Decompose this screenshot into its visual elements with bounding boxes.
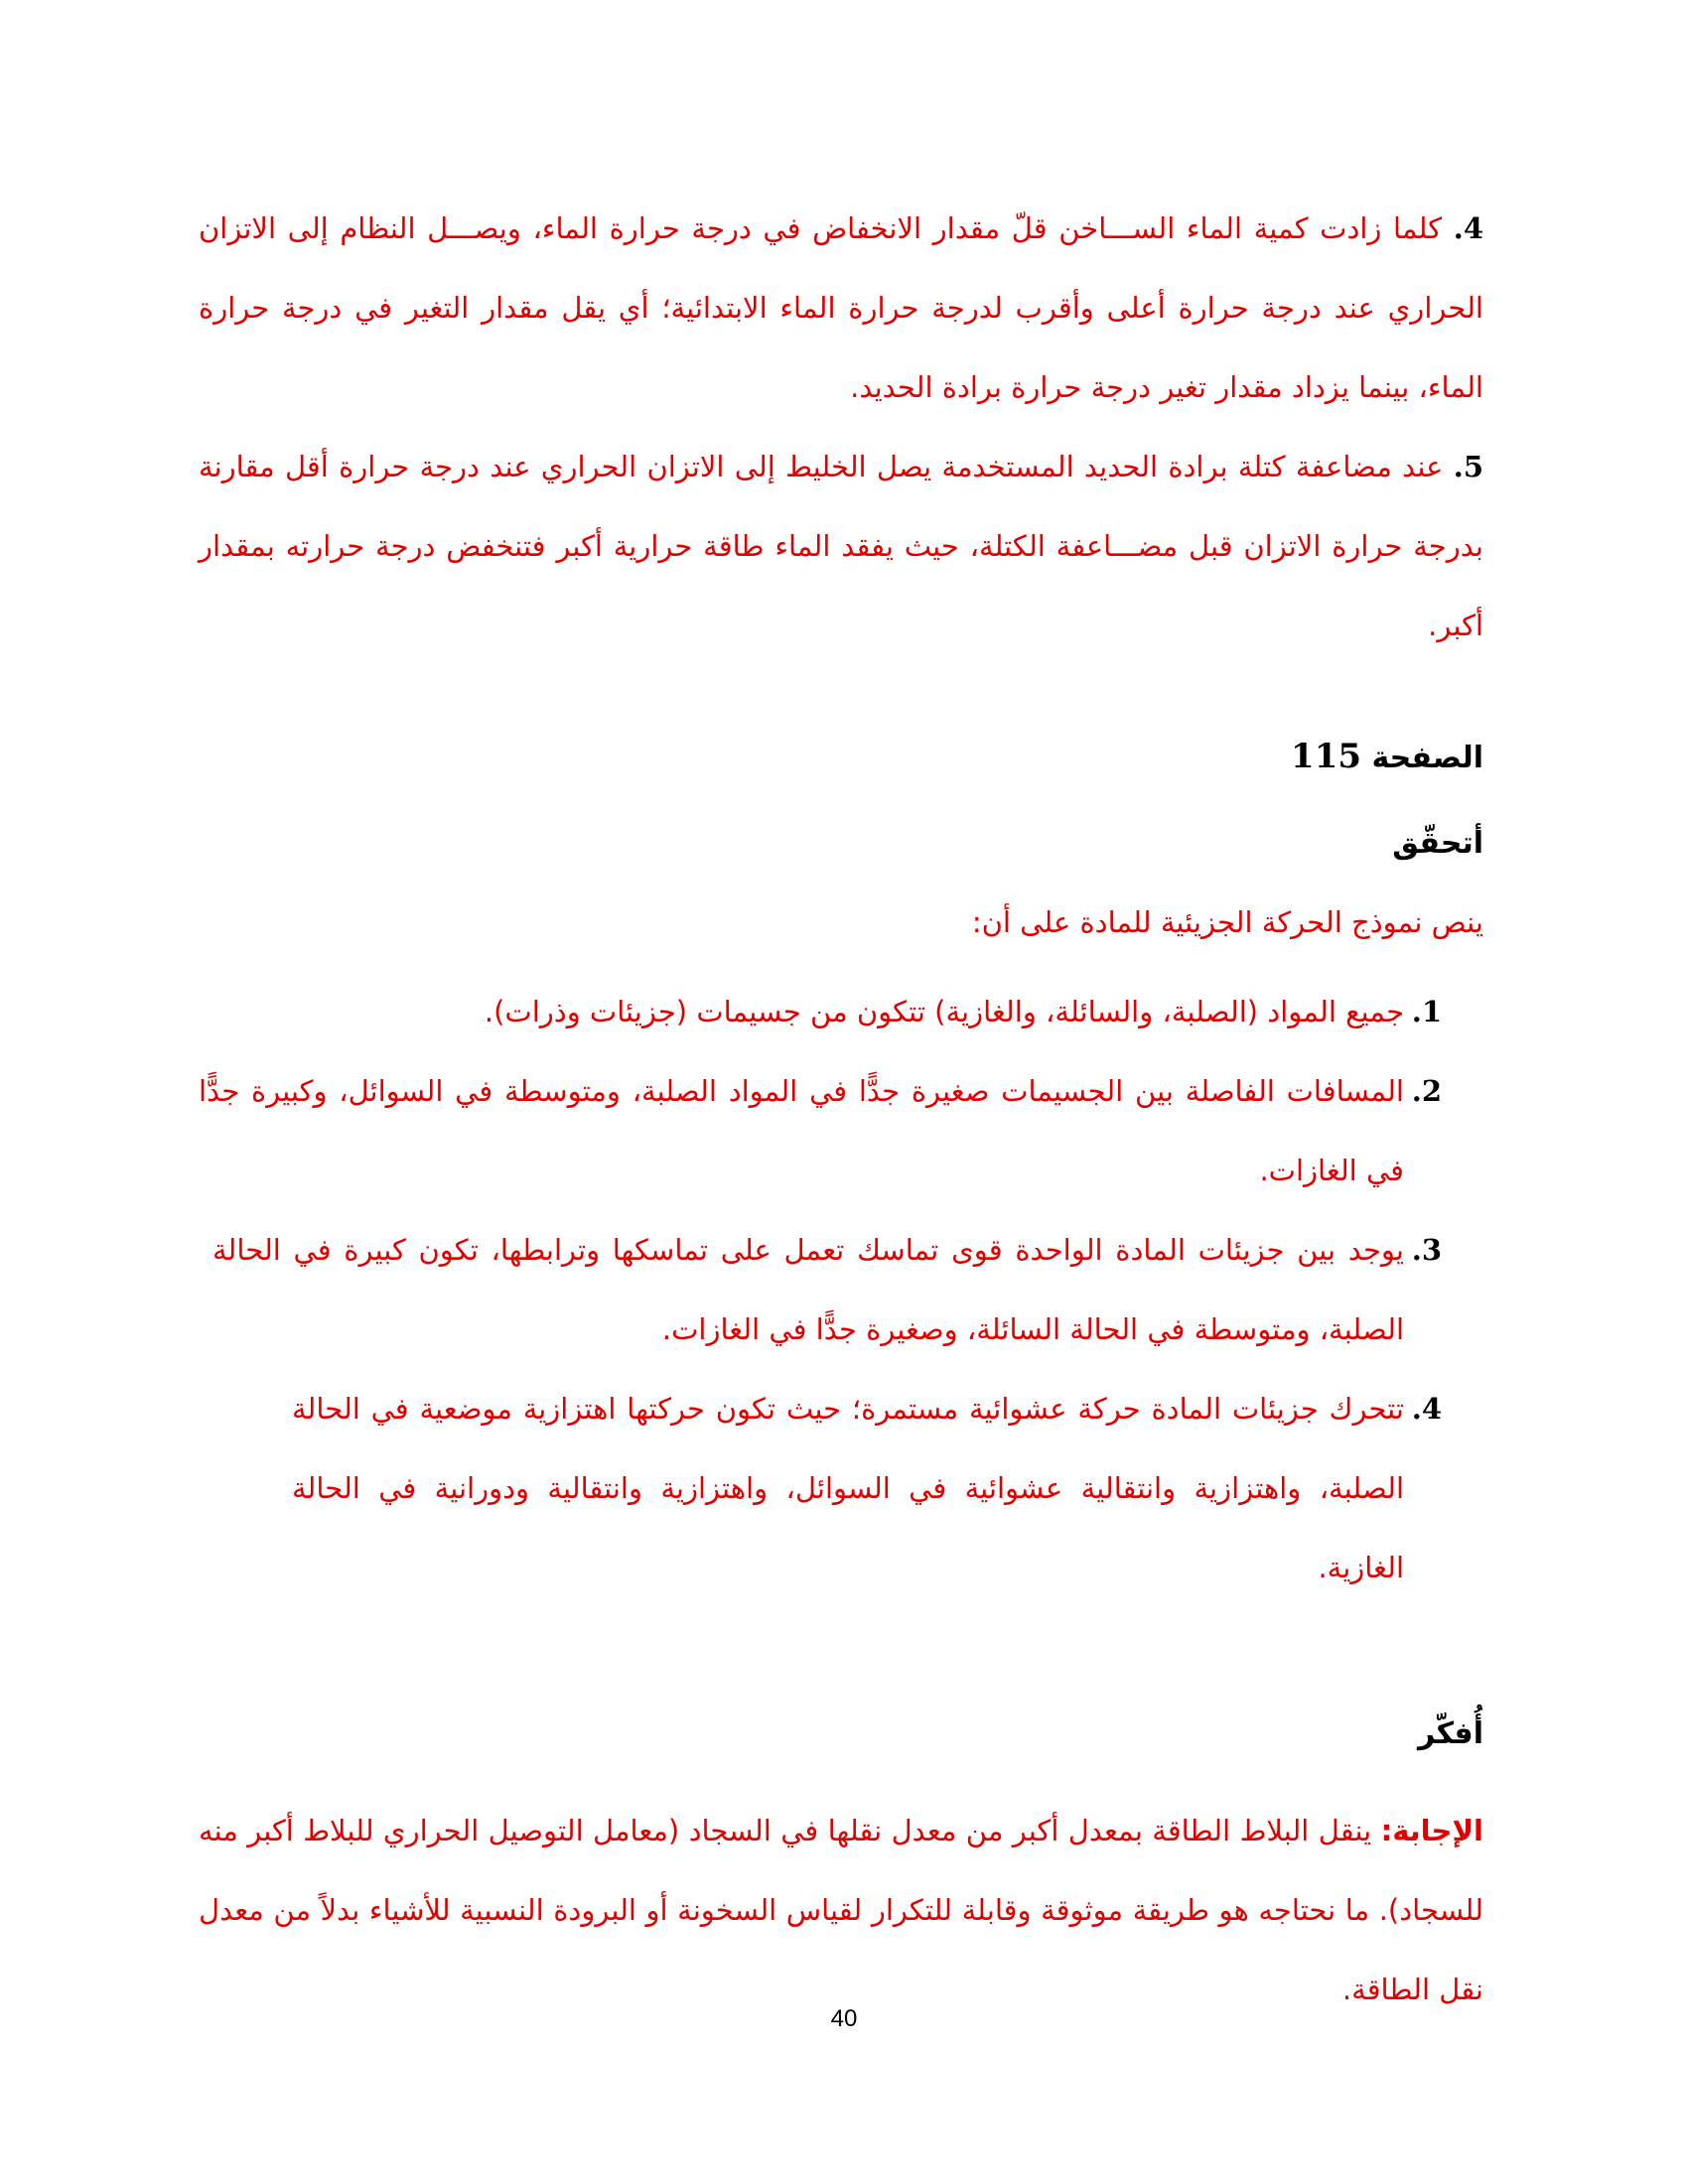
list-item-text: تتحرك جزيئات المادة حركة عشوائية مستمرة؛ حيث تكون حركتها اهتزازية موضعية في الحالة الصلبة، واهتزازية وانتقالية عشوائية في السوائل، واهتزازية وانتقالية ودورانية في الحالة الغازية. <box>292 1392 1404 1584</box>
page-heading-label: الصفحة <box>1371 741 1483 775</box>
item-number: 4. <box>1453 211 1483 245</box>
list-item <box>212 1210 1483 1369</box>
section-title-verify: أتحقّق <box>1392 826 1483 861</box>
list-item-number: 4. <box>1411 1392 1442 1426</box>
section-intro: ينص نموذج الحركة الجزيئية للمادة على أن: <box>971 905 1483 939</box>
page-number: 40 <box>830 2005 858 2032</box>
answer-paragraph <box>199 1791 1483 2029</box>
list-item-number: 2. <box>1411 1074 1442 1108</box>
section-title-think: أُفكّر <box>1417 1716 1483 1751</box>
list-item-number: 3. <box>1411 1233 1442 1267</box>
list-item-text: المسافات الفاصلة بين الجسيمات صغيرة جدًّا في المواد الصلبة، ومتوسطة في السوائل، وكبيرة جدًّا في الغازات. <box>199 1074 1404 1187</box>
list-item-text: يوجد بين جزيئات المادة الواحدة قوى تماسك تعمل على تماسكها وترابطها، تكون كبيرة في الحالة الصلبة، ومتوسطة في الحالة السائلة، وصغيرة جدًّا في الغازات. <box>212 1233 1404 1346</box>
list-item <box>199 972 1483 1051</box>
answer-label: الإجابة: <box>1380 1814 1483 1847</box>
molecular-model-list <box>199 972 1483 1607</box>
item-number: 5. <box>1453 450 1483 483</box>
page-heading-number: 115 <box>1291 737 1362 776</box>
page-heading <box>199 737 1483 776</box>
answer-item-5 <box>199 427 1483 665</box>
answer-item-4 <box>199 189 1483 427</box>
list-item-text: جميع المواد (الصلبة، والسائلة، والغازية) تتكون من جسيمات (جزيئات وذرات). <box>484 995 1404 1028</box>
item-text: كلما زادت كمية الماء الســـاخن قلّ مقدار الانخفاض في درجة حرارة الماء، ويصـــل النظام إلى الاتزان الحراري عند درجة حرارة أعلى وأقرب لدرجة حرارة الماء الابتدائية؛ أي يقل مقدار التغير في درجة حرارة الماء، بينما يزداد مقدار تغير درجة حرارة برادة الحديد. <box>199 211 1483 404</box>
list-item <box>199 1051 1483 1210</box>
list-item <box>292 1369 1483 1607</box>
list-item-number: 1. <box>1411 995 1442 1028</box>
answer-text: ينقل البلاط الطاقة بمعدل أكبر من معدل نقلها في السجاد (معامل التوصيل الحراري للبلاط أكبر منه للسجاد). ما نحتاجه هو طريقة موثوقة وقابلة للتكرار لقياس السخونة أو البرودة النسبية للأشياء بدلاً من معدل نقل الطاقة. <box>199 1814 1483 2006</box>
item-text: عند مضاعفة كتلة برادة الحديد المستخدمة يصل الخليط إلى الاتزان الحراري عند درجة حرارة أقل مقارنة بدرجة حرارة الاتزان قبل مضـــاعفة الكتلة، حيث يفقد الماء طاقة حرارية أكبر فتنخفض درجة حرارته بمقدار أكبر. <box>199 450 1483 642</box>
document-page <box>199 189 1483 2029</box>
